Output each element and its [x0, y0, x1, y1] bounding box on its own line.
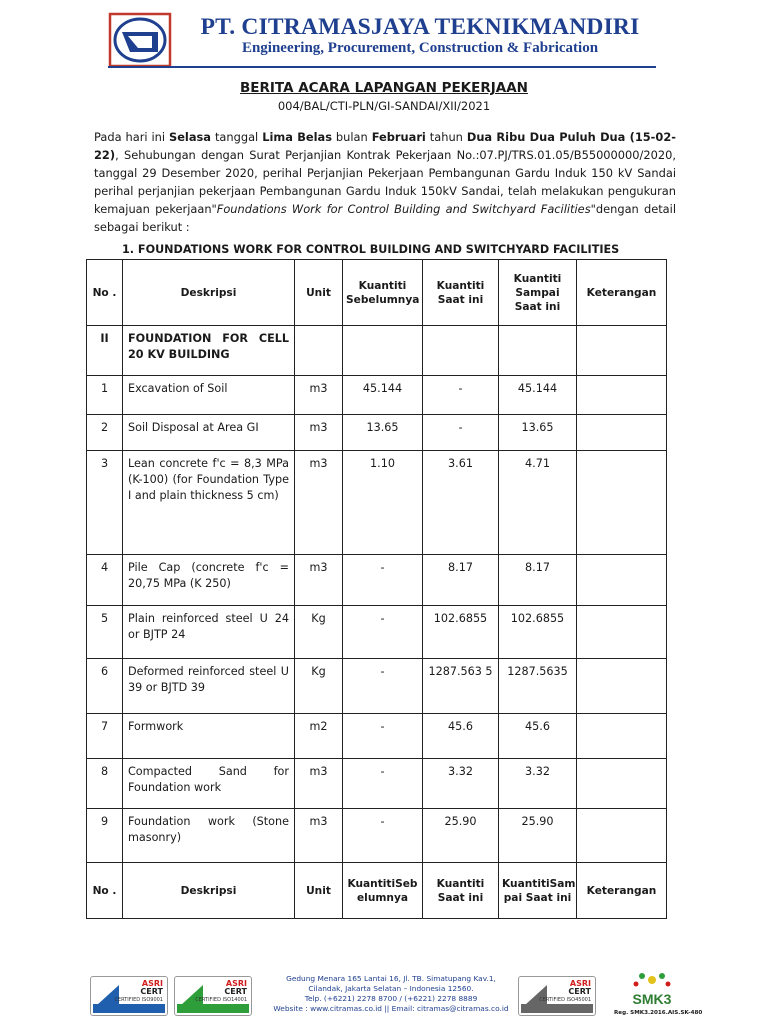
- table-row: [87, 659, 667, 714]
- row-now: 3.32: [423, 759, 499, 809]
- row-no: 6: [87, 659, 123, 714]
- table-row: [87, 376, 667, 415]
- row-prev: -: [343, 759, 423, 809]
- cert-standard: CERTIFIED ISO9001: [114, 997, 163, 1003]
- row-unit: Kg: [295, 606, 343, 659]
- smk3-logo-icon: [614, 968, 690, 1010]
- row-now: 25.90: [423, 809, 499, 863]
- table-row: [87, 809, 667, 863]
- intro-text: dengan detail sebagai berikut :: [94, 202, 676, 234]
- work-items-table: [86, 259, 667, 919]
- row-note: [577, 759, 667, 809]
- section-title: 1. FOUNDATIONS WORK FOR CONTROL BUILDING AND SWITCHYARD FACILITIES: [122, 243, 620, 256]
- row-note: [577, 415, 667, 451]
- table-header-row: [87, 260, 667, 326]
- intro-text: , Sehubungan dengan Surat Perjanjian Kontrak Pekerjaan No.:07.PJ/TRS.01.05/B55000000/2020, tanggal 29 Desember 2020, perihal Perjanjian Pekerjaan Pembangunan Gardu Induk 150 kV Sandai perihal perjanjian pekerjaan Pembangunan Gardu Induk 150kV Sandai, telah melakukan pengukuran kemajuan pekerjaan: [94, 148, 676, 216]
- row-desc: Compacted Sand for Foundation work: [123, 759, 295, 809]
- row-now: 3.61: [423, 451, 499, 555]
- company-name: PT. CITRAMASJAYA TEKNIKMANDIRI: [200, 14, 640, 40]
- row-no: 5: [87, 606, 123, 659]
- row-note: [577, 606, 667, 659]
- document-number: 004/BAL/CTI-PLN/GI-SANDAI/XII/2021: [277, 99, 491, 113]
- table-row: [87, 415, 667, 451]
- row-no: 9: [87, 809, 123, 863]
- footer: [90, 968, 703, 1020]
- header-desc: Deskripsi: [123, 260, 295, 326]
- table-repeat-header-row: [87, 863, 667, 919]
- cert-band: [177, 1004, 249, 1013]
- cert-brand: ASRI: [225, 979, 247, 988]
- row-desc: Pile Cap (concrete f'c = 20,75 MPa (K 250): [123, 555, 295, 606]
- phone-line: Telp. (+6221) 2278 8700 / (+6221) 2278 8889: [304, 994, 478, 1003]
- row-unit: m3: [295, 809, 343, 863]
- company-address: [268, 974, 514, 1014]
- row-note: [577, 451, 667, 555]
- cell-empty: [343, 326, 423, 376]
- row-prev: -: [343, 714, 423, 759]
- intro-text: tanggal: [211, 130, 263, 144]
- header-now: Kuantiti Saat ini: [423, 260, 499, 326]
- row-desc: Plain reinforced steel U 24 or BJTP 24: [123, 606, 295, 659]
- row-todate: 13.65: [499, 415, 577, 451]
- row-no: 2: [87, 415, 123, 451]
- row-now: 45.6: [423, 714, 499, 759]
- row-unit: m3: [295, 415, 343, 451]
- table-row: [87, 759, 667, 809]
- web-email-line: Website : www.citramas.co.id || Email: citramas@citramas.co.id: [273, 1004, 509, 1013]
- intro-text: bulan: [331, 130, 372, 144]
- row-desc: Formwork: [123, 714, 295, 759]
- cert-label: CERT: [140, 987, 163, 996]
- cert-band: [93, 1004, 165, 1013]
- row-note: [577, 659, 667, 714]
- row-now: 1287.563 5: [423, 659, 499, 714]
- row-unit: m3: [295, 759, 343, 809]
- row-no: 3: [87, 451, 123, 555]
- table-row: [87, 451, 667, 555]
- smk3-badge: [614, 968, 703, 1020]
- row-prev: 45.144: [343, 376, 423, 415]
- row-unit: m2: [295, 714, 343, 759]
- asri-cert-iso9001-badge: [90, 976, 168, 1016]
- intro-date: Lima Belas: [262, 130, 332, 144]
- intro-work-title: "Foundations Work for Control Building and Switchyard Facilities": [211, 202, 596, 216]
- row-no: 1: [87, 376, 123, 415]
- table-row: [87, 606, 667, 659]
- cert-standard: CERTIFIED ISO14001: [195, 997, 247, 1003]
- header-prev: Kuantiti Sebelumnya: [343, 260, 423, 326]
- document-title: BERITA ACARA LAPANGAN PEKERJAAN: [240, 80, 528, 96]
- asri-cert-iso45001-badge: [518, 976, 596, 1016]
- header-unit: Unit: [295, 260, 343, 326]
- section-no: II: [87, 326, 123, 376]
- cell-empty: [295, 326, 343, 376]
- header-todate: KuantitiSam pai Saat ini: [499, 863, 577, 919]
- header-prev: KuantitiSeb elumnya: [343, 863, 423, 919]
- row-prev: 13.65: [343, 415, 423, 451]
- header-note: Keterangan: [577, 863, 667, 919]
- row-todate: 45.6: [499, 714, 577, 759]
- row-no: 8: [87, 759, 123, 809]
- table-section-row: [87, 326, 667, 376]
- company-logo-icon: [108, 12, 172, 68]
- row-unit: Kg: [295, 659, 343, 714]
- row-now: -: [423, 415, 499, 451]
- intro-day: Selasa: [169, 130, 211, 144]
- section-desc: FOUNDATION FOR CELL 20 KV BUILDING: [123, 326, 295, 376]
- row-note: [577, 376, 667, 415]
- cell-empty: [577, 326, 667, 376]
- row-todate: 4.71: [499, 451, 577, 555]
- company-tagline: Engineering, Procurement, Construction & Fabrication: [241, 40, 599, 56]
- table-row: [87, 714, 667, 759]
- cert-band: [521, 1004, 593, 1013]
- cert-label: CERT: [224, 987, 247, 996]
- address-line: Gedung Menara 165 Lantai 16, Jl. TB. Simatupang Kav.1,: [286, 974, 496, 983]
- cert-brand: ASRI: [141, 979, 163, 988]
- row-no: 7: [87, 714, 123, 759]
- intro-year: Dua Ribu Dua Puluh Dua (15-02-22): [94, 130, 676, 162]
- header-divider: [108, 66, 656, 68]
- header-todate: Kuantiti Sampai Saat ini: [499, 260, 577, 326]
- smk3-registration: Reg. SMK3.2016.AIS.SK-480: [614, 1010, 703, 1016]
- row-prev: -: [343, 659, 423, 714]
- row-todate: 3.32: [499, 759, 577, 809]
- row-note: [577, 809, 667, 863]
- row-todate: 45.144: [499, 376, 577, 415]
- row-now: 8.17: [423, 555, 499, 606]
- cert-label: CERT: [568, 987, 591, 996]
- row-prev: -: [343, 555, 423, 606]
- row-todate: 1287.5635: [499, 659, 577, 714]
- row-todate: 102.6855: [499, 606, 577, 659]
- header-note: Keterangan: [577, 260, 667, 326]
- intro-text: Pada hari ini: [94, 130, 169, 144]
- row-desc: Foundation work (Stone masonry): [123, 809, 295, 863]
- row-now: -: [423, 376, 499, 415]
- cert-standard: CERTIFIED ISO45001: [539, 997, 591, 1003]
- address-line: Cilandak, Jakarta Selatan – Indonesia 12560.: [308, 984, 474, 993]
- row-desc: Deformed reinforced steel U 39 or BJTD 39: [123, 659, 295, 714]
- row-desc: Soil Disposal at Area GI: [123, 415, 295, 451]
- row-no: 4: [87, 555, 123, 606]
- row-note: [577, 714, 667, 759]
- row-prev: -: [343, 809, 423, 863]
- row-note: [577, 555, 667, 606]
- row-desc: Excavation of Soil: [123, 376, 295, 415]
- header-now: Kuantiti Saat ini: [423, 863, 499, 919]
- intro-month: Februari: [371, 130, 426, 144]
- smk3-logo-text: SMK3: [632, 991, 672, 1007]
- row-todate: 25.90: [499, 809, 577, 863]
- row-prev: 1.10: [343, 451, 423, 555]
- header-no: No .: [87, 260, 123, 326]
- row-unit: m3: [295, 451, 343, 555]
- header-no: No .: [87, 863, 123, 919]
- header-unit: Unit: [295, 863, 343, 919]
- row-prev: -: [343, 606, 423, 659]
- asri-cert-iso14001-badge: [174, 976, 252, 1016]
- cell-empty: [499, 326, 577, 376]
- row-desc: Lean concrete f'c = 8,3 MPa (K-100) (for Foundation Type I and plain thickness 5 cm): [123, 451, 295, 555]
- row-now: 102.6855: [423, 606, 499, 659]
- letterhead: [108, 12, 656, 68]
- row-unit: m3: [295, 555, 343, 606]
- intro-text: tahun: [425, 130, 467, 144]
- header-desc: Deskripsi: [123, 863, 295, 919]
- row-todate: 8.17: [499, 555, 577, 606]
- table-row: [87, 555, 667, 606]
- row-unit: m3: [295, 376, 343, 415]
- cell-empty: [423, 326, 499, 376]
- intro-paragraph: [94, 128, 676, 236]
- cert-brand: ASRI: [569, 979, 591, 988]
